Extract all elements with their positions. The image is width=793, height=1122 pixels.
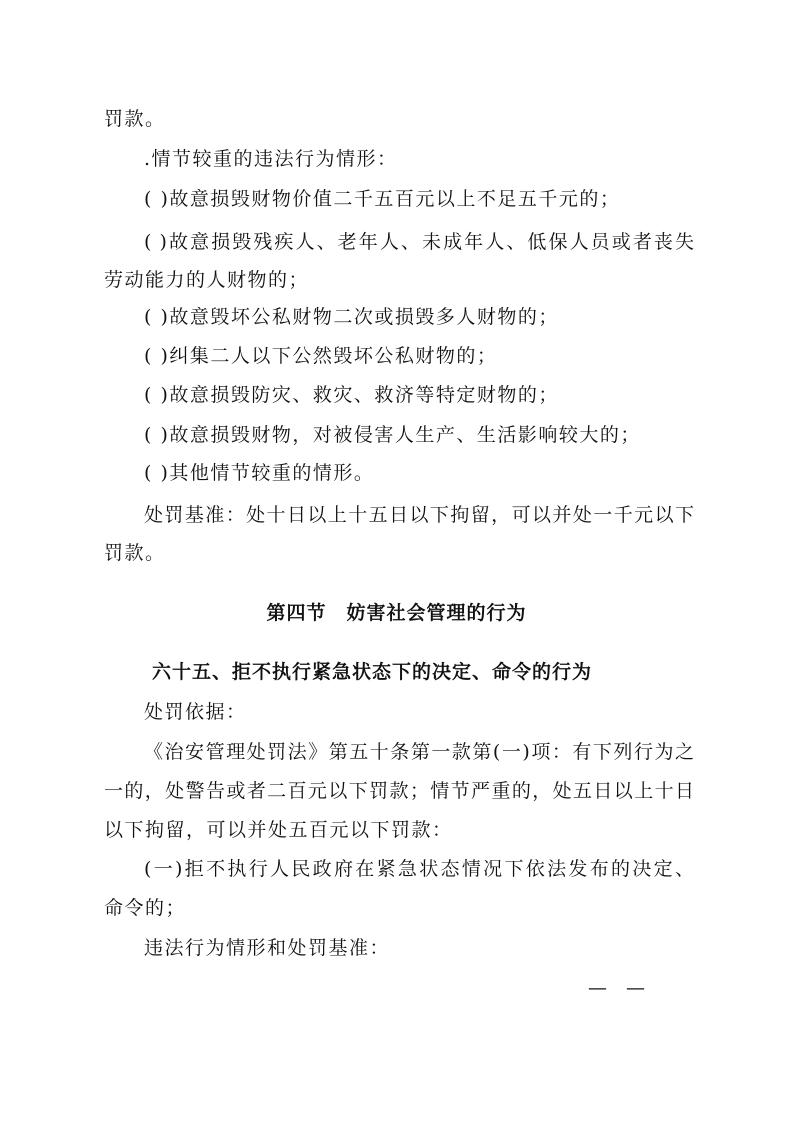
- text-line: 命令的；: [104, 897, 187, 919]
- text-line: 处罚依据：: [144, 701, 247, 723]
- list-item: ( )故意毁坏公私财物二次或损毁多人财物的；: [144, 306, 559, 328]
- text-line: (一)拒不执行人民政府在紧急状态情况下依法发布的决定、: [144, 858, 694, 880]
- page-footer: — —: [588, 977, 646, 999]
- list-item: ( )故意损毁财物，对被侵害人生产、生活影响较大的；: [144, 424, 641, 446]
- list-item: ( )故意损毁残疾人、老年人、未成年人、低保人员或者丧失: [144, 231, 694, 253]
- list-item: ( )其他情节较重的情形。: [144, 462, 375, 484]
- section-heading: 第四节 妨害社会管理的行为: [266, 602, 527, 624]
- text-line: 劳动能力的人财物的；: [104, 269, 310, 291]
- list-item: ( )故意损毁财物价值二千五百元以上不足五千元的；: [144, 188, 621, 210]
- text-line: .情节较重的违法行为情形：: [144, 148, 398, 170]
- text-line: 以下拘留，可以并处五百元以下罚款：: [104, 819, 453, 841]
- list-item: ( )故意损毁防灾、救灾、救济等特定财物的；: [144, 384, 559, 406]
- text-line: 《治安管理处罚法》第五十条第一款第(一)项：有下列行为之: [144, 741, 694, 763]
- text-line: 违法行为情形和处罚基准：: [144, 937, 391, 959]
- text-line: 罚款。: [104, 108, 166, 130]
- item-heading: 六十五、拒不执行紧急状态下的决定、命令的行为: [152, 661, 593, 683]
- text-line: 罚款。: [104, 542, 166, 564]
- text-line: 一的，处警告或者二百元以下罚款；情节严重的，处五日以上十日: [104, 780, 694, 802]
- text-line: 处罚基准：处十日以上十五日以下拘留，可以并处一千元以下: [144, 504, 694, 526]
- list-item: ( )纠集二人以下公然毁坏公私财物的；: [144, 345, 498, 367]
